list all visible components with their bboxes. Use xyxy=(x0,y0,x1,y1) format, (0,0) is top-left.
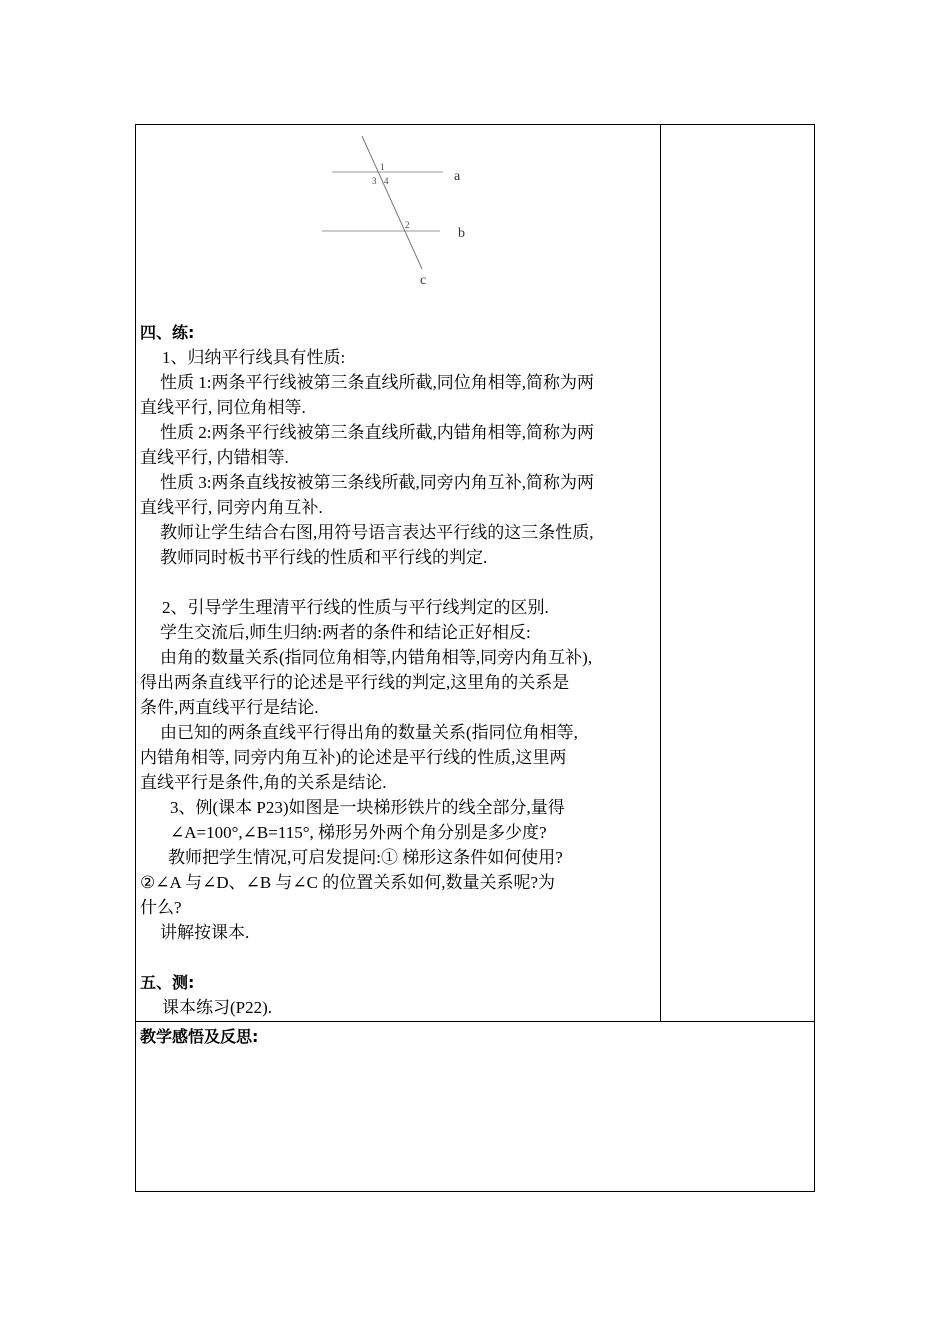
item3-line5: 什么? xyxy=(140,898,182,917)
item2-line6: 内错角相等, 同旁内角互补)的论述是平行线的性质,这里两 xyxy=(140,748,567,767)
item3-line1: 3、例(课本 P23)如图是一块梯形铁片的线全部分,量得 xyxy=(170,798,565,817)
section4-heading: 四、练: xyxy=(140,323,195,342)
teacher-line1: 教师让学生结合右图,用符号语言表达平行线的这三条性质, xyxy=(160,523,594,542)
line-c xyxy=(362,136,422,269)
item2-line1: 学生交流后,师生归纳:两者的条件和结论正好相反: xyxy=(160,623,531,642)
parallel-lines-figure xyxy=(300,130,500,300)
section5-line1: 课本练习(P22). xyxy=(162,998,273,1017)
prop1-line1: 性质 1:两条平行线被第三条直线所截,同位角相等,简称为两 xyxy=(160,373,594,392)
prop3-line1: 性质 3:两条直线按被第三条线所截,同旁内角互补,简称为两 xyxy=(160,473,594,492)
item2-line5: 由已知的两条直线平行得出角的数量关系(指同位角相等, xyxy=(160,723,578,742)
item2-line2: 由角的数量关系(指同位角相等,内错角相等,同旁内角互补), xyxy=(160,648,593,667)
prop2-line2: 直线平行, 内错相等. xyxy=(140,448,289,467)
item3-line2: ∠A=100°,∠B=115°, 梯形另外两个角分别是多少度? xyxy=(170,823,547,842)
row-divider xyxy=(135,1021,815,1022)
column-divider xyxy=(660,124,661,1021)
label-1: 1 xyxy=(380,162,385,172)
reflection-heading: 教学感悟及反思: xyxy=(140,1027,259,1046)
item2-line3: 得出两条直线平行的论述是平行线的判定,这里角的关系是 xyxy=(140,673,570,692)
prop3-line2: 直线平行, 同旁内角互补. xyxy=(140,498,323,517)
lesson-content xyxy=(140,320,656,1020)
prop1-line2: 直线平行, 同位角相等. xyxy=(140,398,306,417)
item2-line4: 条件,两直线平行是结论. xyxy=(140,698,319,717)
item2-title: 2、引导学生理清平行线的性质与平行线判定的区别. xyxy=(162,598,549,617)
item2-line7: 直线平行是条件,角的关系是结论. xyxy=(140,773,387,792)
teacher-line2: 教师同时板书平行线的性质和平行线的判定. xyxy=(160,548,488,567)
label-a: a xyxy=(454,169,461,184)
item3-line3: 教师把学生情况,可启发提问:① 梯形这条件如何使用? xyxy=(168,848,563,867)
item3-line6: 讲解按课本. xyxy=(160,923,250,942)
label-4: 4 xyxy=(384,176,389,186)
item3-line4: ②∠A 与∠D、∠B 与∠C 的位置关系如何,数量关系呢?为 xyxy=(140,873,556,892)
label-3: 3 xyxy=(372,176,377,186)
item1-title: 1、归纳平行线具有性质: xyxy=(162,348,346,367)
prop2-line1: 性质 2:两条平行线被第三条直线所截,内错角相等,简称为两 xyxy=(160,423,594,442)
label-c: c xyxy=(420,273,427,288)
label-2: 2 xyxy=(405,220,410,230)
label-b: b xyxy=(458,226,465,241)
section5-heading: 五、测: xyxy=(140,973,195,992)
